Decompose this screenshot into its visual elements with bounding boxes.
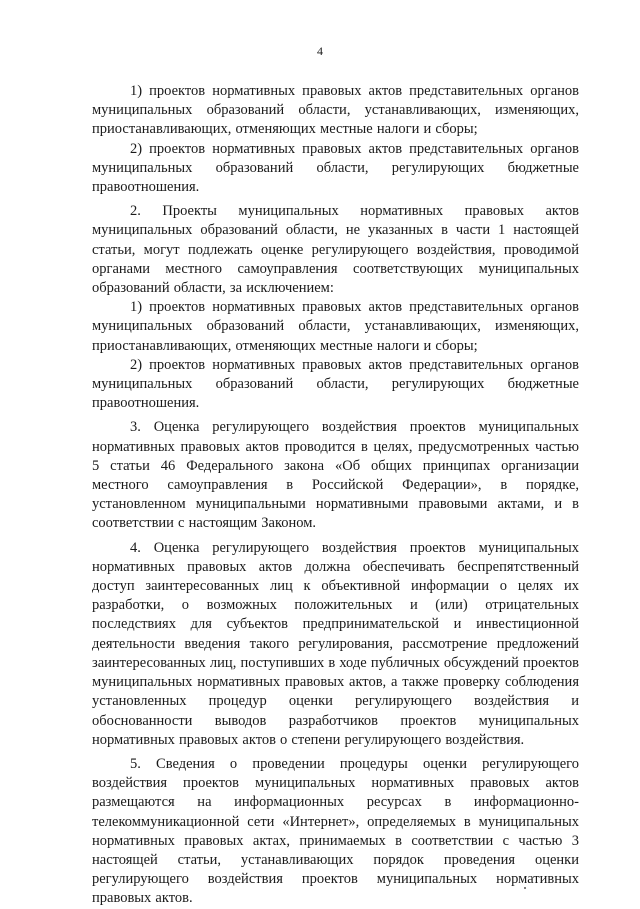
paragraph-section-5: 5. Сведения о проведении процедуры оценки регулирующего воздействия проектов муниципальных нормативных правовых актов размещаются на информационных ресурсах в информационно-телекоммуникационной сети «Интернет», определяемых в муниципальных нормативных правовых актах, принимаемых в соответствии с частью 3 настоящей статьи, устанавливающих порядок проведения оценки регулирующего воздействия проектов муниципальных нормативных правовых актов. <box>92 755 579 907</box>
scan-speck <box>524 887 526 889</box>
paragraph-item-2-repeat: 2) проектов нормативных правовых актов представительных органов муниципальных образований области, регулирующих бюджетные правоотношения. <box>92 356 579 412</box>
page-number: 4 <box>317 44 323 58</box>
paragraph-item-1: 1) проектов нормативных правовых актов представительных органов муниципальных образований области, устанавливающих, изменяющих, приостанавливающих, отменяющих местные налоги и сборы; <box>92 83 579 138</box>
document-body <box>92 82 579 909</box>
paragraph-section-4: 4. Оценка регулирующего воздействия проектов муниципальных нормативных правовых актов должна обеспечивать беспрепятственный доступ заинтересованных лиц к объективной информации о целях их разработки, о возможных положительных и (или) отрицательных последствиях для субъектов предпринимательской и инвестиционной деятельности введения такого регулирования, рассмотрение предложений заинтересованных лиц, поступивших в ходе публичных обсуждений проектов муниципальных нормативных правовых актов, а также проверку соблюдения установленных процедур оценки регулирующего воздействия и обоснованности выводов разработчиков проектов муниципальных нормативных правовых актов о степени регулирующего воздействия. <box>92 539 579 748</box>
paragraph-section-3: 3. Оценка регулирующего воздействия проектов муниципальных нормативных правовых актов проводится в целях, предусмотренных частью 5 статьи 46 Федерального закона «Об общих принципах организации местного самоуправления в Российской Федерации», в порядке, установленном муниципальными нормативными правовыми актами, и в соответствии с настоящим Законом. <box>92 419 579 532</box>
paragraph-item-1-repeat: 1) проектов нормативных правовых актов представительных органов муниципальных образований области, устанавливающих, изменяющих, приостанавливающих, отменяющих местные налоги и сборы; <box>92 299 579 354</box>
paragraph-section-2: 2. Проекты муниципальных нормативных правовых актов муниципальных образований области, не указанных в части 1 настоящей статьи, могут подлежать оценке регулирующего воздействия, проводимой органами местного самоуправления соответствующих муниципальных образований области, за исключением: <box>92 203 579 297</box>
paragraph-item-2: 2) проектов нормативных правовых актов представительных органов муниципальных образований области, регулирующих бюджетные правоотношения. <box>92 140 579 196</box>
